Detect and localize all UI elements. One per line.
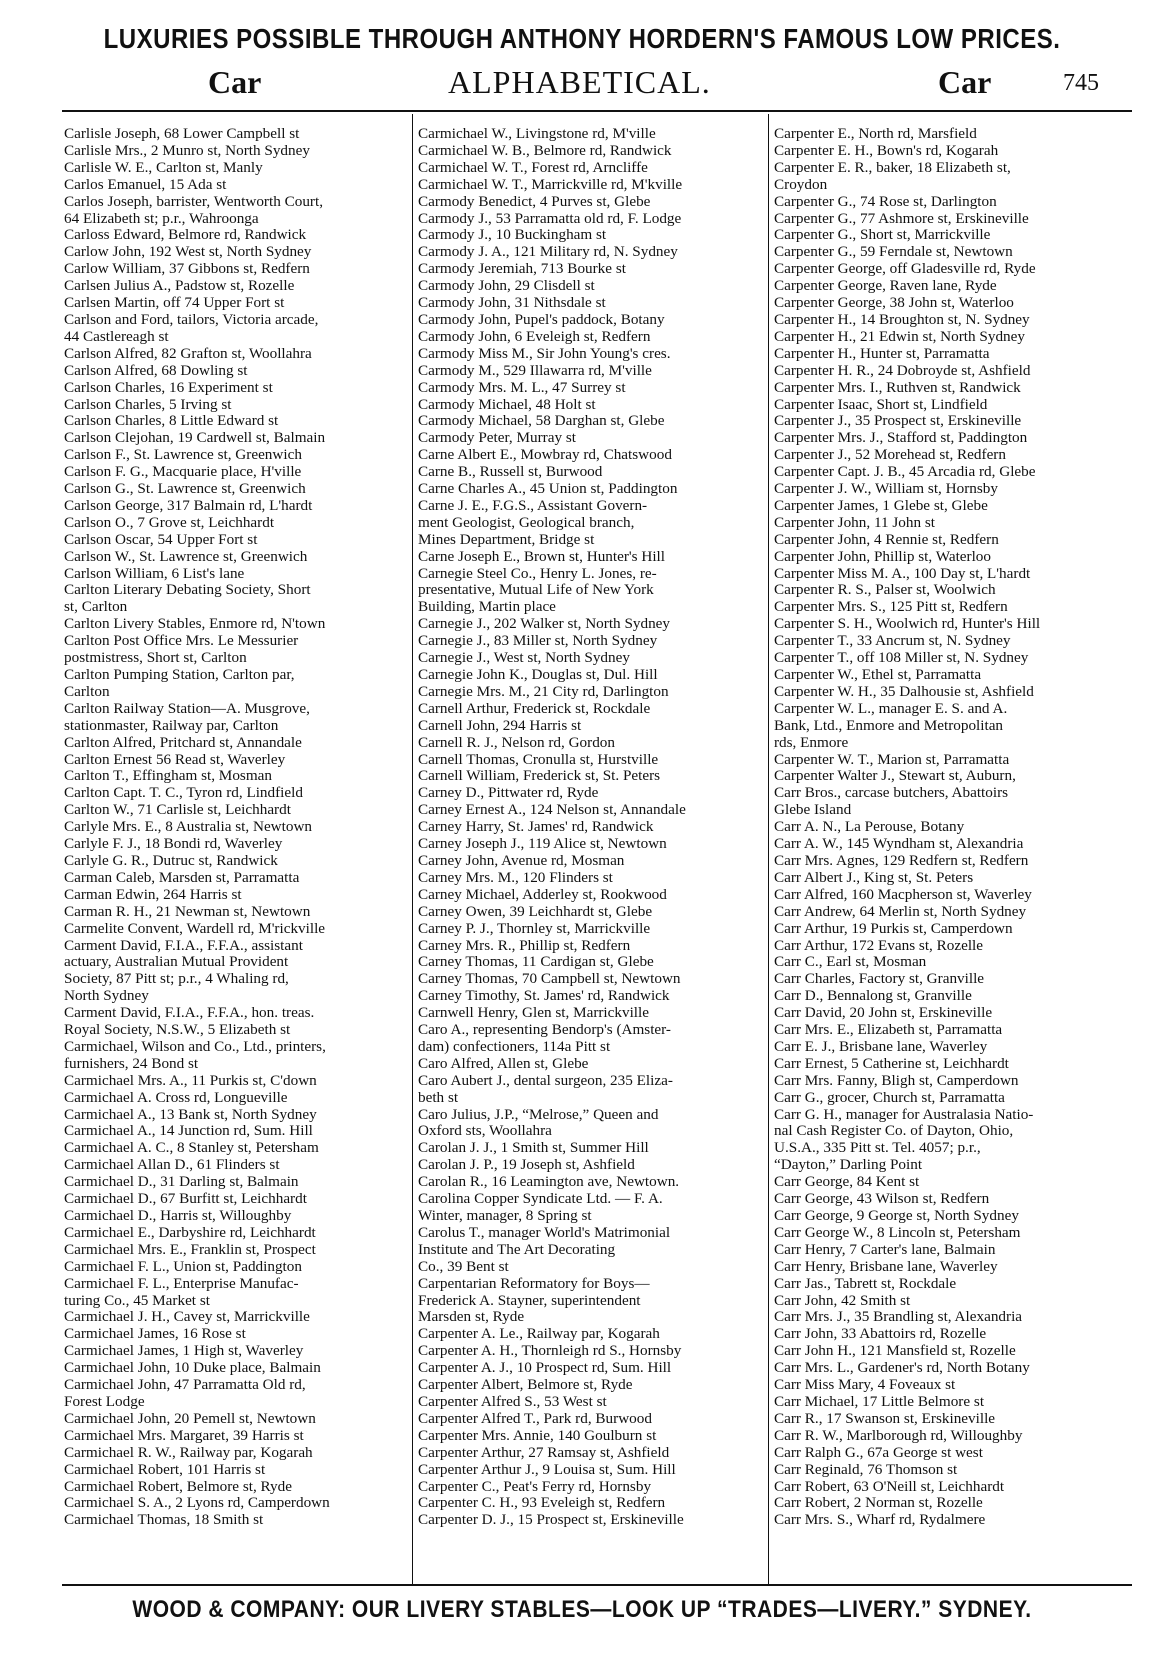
directory-entry: Carpenter E., North rd, Marsfield (774, 126, 977, 142)
directory-entry: Carmichael Mrs. E., Franklin st, Prospect (64, 1241, 316, 1258)
directory-entry: Carr Robert, 2 Norman st, Rozelle (774, 1495, 983, 1512)
directory-entry: Carr Jas., Tabrett st, Rockdale (774, 1275, 957, 1292)
directory-entry: Carpenter George, off Gladesville rd, Ryde (774, 261, 1036, 278)
directory-entry: Carney Harry, St. James' rd, Randwick (418, 819, 654, 836)
directory-entry: Carmody Michael, 58 Darghan st, Glebe (418, 413, 665, 430)
column-divider (412, 114, 413, 1584)
directory-entry: Carlson Alfred, 68 Dowling st (64, 362, 248, 379)
directory-entry: Carman R. H., 21 Newman st, Newtown (64, 903, 311, 920)
directory-entry: Carney Joseph J., 119 Alice st, Newtown (418, 836, 667, 853)
directory-entry: Carmody Benedict, 4 Purves st, Glebe (418, 193, 651, 210)
directory-entry: Carlson William, 6 List's lane (64, 565, 245, 582)
directory-entry: Carr Ralph G., 67a George st west (774, 1444, 983, 1461)
directory-entry: Carnell Arthur, Frederick st, Rockdale (418, 700, 651, 717)
directory-entry: Caro Julius, J.P., “Melrose,” Queen and (418, 1106, 659, 1123)
directory-entry: 44 Castlereagh st (64, 328, 169, 345)
directory-entry: Carne J. E., F.G.S., Assistant Govern- (418, 497, 648, 514)
directory-entry: Carmichael James, 16 Rose st (64, 1326, 246, 1343)
directory-entry: Carpenter W. T., Marion st, Parramatta (774, 751, 1010, 768)
directory-entry: Carr Alfred, 160 Macpherson st, Waverley (774, 886, 1032, 903)
directory-entry: Carr George, 43 Wilson st, Redfern (774, 1191, 990, 1208)
directory-entry: “Dayton,” Darling Point (774, 1157, 923, 1174)
directory-entry: Glebe Island (774, 802, 852, 819)
directory-entry: Carmody Peter, Murray st (418, 430, 576, 447)
directory-entry: Mines Department, Bridge st (418, 531, 595, 548)
directory-entry: Carpenter C., Peat's Ferry rd, Hornsby (418, 1478, 652, 1495)
directory-entry: Carmody Jeremiah, 713 Bourke st (418, 261, 626, 278)
directory-entry: Carolan J. J., 1 Smith st, Summer Hill (418, 1140, 649, 1157)
directory-entry: Caro Aubert J., dental surgeon, 235 Eliza- (418, 1072, 673, 1089)
directory-entry: Carne B., Russell st, Burwood (418, 464, 603, 481)
directory-entry: dam) confectioners, 114a Pitt st (418, 1038, 611, 1055)
directory-entry: Carmichael Mrs. A., 11 Purkis st, C'down (64, 1072, 317, 1089)
directory-entry: Carpenter J., 35 Prospect st, Erskineville (774, 413, 1022, 430)
directory-entry: Carpenter C. H., 93 Eveleigh st, Redfern (418, 1495, 666, 1512)
directory-entry: Carlton T., Effingham st, Mosman (64, 768, 272, 785)
directory-entry: 64 Elizabeth st; p.r., Wahroonga (64, 210, 259, 227)
directory-entry: Carpenter W. L., manager E. S. and A. (774, 700, 1008, 717)
directory-entry: Carolus T., manager World's Matrimonial (418, 1224, 671, 1241)
directory-entry: beth st (418, 1089, 459, 1106)
directory-entry: Carpenter J. W., William st, Hornsby (774, 481, 998, 498)
directory-entry: Carr Arthur, 172 Evans st, Rozelle (774, 937, 984, 954)
directory-entry: Carlton (64, 683, 110, 700)
directory-entry: Carmichael A., 13 Bank st, North Sydney (64, 1106, 317, 1123)
directory-entry: Carlyle G. R., Dutruc st, Randwick (64, 852, 278, 869)
directory-entry: Carman Caleb, Marsden st, Parramatta (64, 869, 300, 886)
directory-entry: Carmody M., 529 Illawarra rd, M'ville (418, 362, 652, 379)
directory-entry: Carlton Railway Station—A. Musgrove, (64, 700, 310, 717)
directory-entry: Carlson O., 7 Grove st, Leichhardt (64, 514, 275, 531)
directory-entry: Carnell Thomas, Cronulla st, Hurstville (418, 751, 659, 768)
directory-entry: Carpenter H., 14 Broughton st, N. Sydney (774, 311, 1030, 328)
directory-entry: Carr C., Earl st, Mosman (774, 954, 927, 971)
directory-entry: Carr R. W., Marlborough rd, Willoughby (774, 1427, 1023, 1444)
directory-entry: Carmody John, 31 Nithsdale st (418, 295, 606, 312)
directory-entry: Carlton Ernest 56 Read st, Waverley (64, 751, 286, 768)
directory-entry: Co., 39 Bent st (418, 1258, 509, 1275)
footer-rule (62, 1584, 1132, 1586)
directory-entry: Carnell John, 294 Harris st (418, 717, 582, 734)
directory-entry: Carr Mrs. J., 35 Brandling st, Alexandria (774, 1309, 1023, 1326)
directory-entry: Carpenter D. J., 15 Prospect st, Erskineville (418, 1512, 684, 1529)
directory-entry: Carnell R. J., Nelson rd, Gordon (418, 734, 615, 751)
directory-entry: North Sydney (64, 988, 149, 1005)
directory-entry: Carlow William, 37 Gibbons st, Redfern (64, 261, 310, 278)
directory-entry: Carr Henry, 7 Carter's lane, Balmain (774, 1241, 996, 1258)
directory-entry: Carlton Post Office Mrs. Le Messurier (64, 633, 299, 650)
page-number: 745 (1063, 70, 1099, 96)
directory-entry: Carpenter H. R., 24 Dobroyde st, Ashfield (774, 362, 1031, 379)
directory-entry: turing Co., 45 Market st (64, 1292, 210, 1309)
directory-entry: Carmody Mrs. M. L., 47 Surrey st (418, 379, 626, 396)
directory-entry: Carmichael John, 47 Parramatta Old rd, (64, 1377, 306, 1394)
directory-entry: ment Geologist, Geological branch, (418, 514, 635, 531)
directory-entry: Carpenter Arthur, 27 Ramsay st, Ashfield (418, 1444, 670, 1461)
directory-entry: Carr D., Bennalong st, Granville (774, 988, 972, 1005)
directory-entry: Carr Henry, Brisbane lane, Waverley (774, 1258, 998, 1275)
directory-entry: Oxford sts, Woollahra (418, 1123, 552, 1140)
directory-entry: Croydon (774, 176, 828, 193)
directory-entry: Carlson and Ford, tailors, Victoria arcade, (64, 311, 319, 328)
header-title: ALPHABETICAL. (448, 64, 711, 100)
directory-entry: Carmody John, Pupel's paddock, Botany (418, 311, 665, 328)
directory-entry: Carr A. N., La Perouse, Botany (774, 819, 965, 836)
directory-entry: Carmichael Mrs. Margaret, 39 Harris st (64, 1427, 304, 1444)
directory-column-1 (64, 126, 410, 1529)
directory-entry: Carnwell Henry, Glen st, Marrickville (418, 1005, 649, 1022)
directory-entry: Carney P. J., Thornley st, Marrickville (418, 920, 651, 937)
directory-entry: Institute and The Art Decorating (418, 1241, 616, 1258)
directory-entry: Carr G., grocer, Church st, Parramatta (774, 1089, 1005, 1106)
directory-entry: Carpenter Mrs. Annie, 140 Goulburn st (418, 1427, 657, 1444)
directory-entry: Marsden st, Ryde (418, 1309, 525, 1326)
directory-entry: Carney D., Pittwater rd, Ryde (418, 785, 599, 802)
directory-entry: Frederick A. Stayner, superintendent (418, 1292, 641, 1309)
directory-entry: Carmichael J. H., Cavey st, Marrickville (64, 1309, 310, 1326)
directory-entry: Carpenter H., 21 Edwin st, North Sydney (774, 328, 1025, 345)
directory-entry: Bank, Ltd., Enmore and Metropolitan (774, 717, 1004, 734)
header-rule (62, 110, 1132, 112)
directory-entry: Carlson Oscar, 54 Upper Fort st (64, 531, 258, 548)
directory-entry: Carpenter Isaac, Short st, Lindfield (774, 396, 988, 413)
directory-entry: Carr George W., 8 Lincoln st, Petersham (774, 1224, 1021, 1241)
directory-entry: Carr Mrs. Fanny, Bligh st, Camperdown (774, 1072, 1019, 1089)
directory-entry: Carpenter Alfred S., 53 West st (418, 1393, 607, 1410)
directory-entry: Carmichael James, 1 High st, Waverley (64, 1343, 304, 1360)
directory-entry: Carmichael D., Harris st, Willoughby (64, 1208, 292, 1224)
directory-entry: Carr Michael, 17 Little Belmore st (774, 1393, 985, 1410)
directory-entry: Carlson G., St. Lawrence st, Greenwich (64, 481, 306, 498)
directory-entry: Carmichael John, 20 Pemell st, Newtown (64, 1410, 316, 1427)
directory-entry: Carlsen Martin, off 74 Upper Fort st (64, 295, 285, 312)
directory-entry: Carment David, F.I.A., F.F.A., hon. treas. (64, 1005, 315, 1022)
directory-entry: Carr Mrs. Agnes, 129 Redfern st, Redfern (774, 852, 1029, 869)
directory-entry: Carmichael S. A., 2 Lyons rd, Camperdown (64, 1495, 330, 1512)
directory-entry: Carr G. H., manager for Australasia Natio- (774, 1106, 1034, 1123)
directory-entry: Carolan R., 16 Leamington ave, Newtown. (418, 1174, 680, 1191)
directory-entry: Carpenter W. H., 35 Dalhousie st, Ashfield (774, 683, 1034, 700)
directory-entry: Carpenter R. S., Palser st, Woolwich (774, 582, 996, 599)
directory-entry: Carlisle Mrs., 2 Munro st, North Sydney (64, 142, 310, 159)
directory-entry: Carmichael Thomas, 18 Smith st (64, 1512, 264, 1529)
directory-entry: Carmichael W. B., Belmore rd, Randwick (418, 142, 672, 159)
directory-entry: Carloss Edward, Belmore rd, Randwick (64, 227, 307, 244)
directory-entry: Carpenter Walter J., Stewart st, Auburn, (774, 768, 1016, 785)
directory-entry: st, Carlton (64, 599, 128, 616)
directory-entry: Carr Mrs. L., Gardener's rd, North Botany (774, 1360, 1030, 1377)
directory-entry: Carmody Michael, 48 Holt st (418, 396, 596, 413)
directory-entry: Carnegie John K., Douglas st, Dul. Hill (418, 667, 658, 683)
directory-entry: Carlton Capt. T. C., Tyron rd, Lindfield (64, 785, 303, 802)
header-right-guide: Car (938, 64, 992, 100)
directory-entry: Carr Charles, Factory st, Granville (774, 971, 985, 988)
directory-entry: Carlton Literary Debating Society, Short (64, 582, 311, 599)
directory-entry: Carne Joseph E., Brown st, Hunter's Hill (418, 548, 665, 565)
directory-entry: Carlson F. G., Macquarie place, H'ville (64, 464, 302, 481)
directory-entry: Carmelite Convent, Wardell rd, M'rickville (64, 920, 326, 937)
directory-entry: Carpenter T., 33 Ancrum st, N. Sydney (774, 633, 1011, 650)
directory-entry: Carnegie J., 83 Miller st, North Sydney (418, 633, 658, 650)
directory-entry: Carmichael D., 67 Burfitt st, Leichhardt (64, 1191, 307, 1208)
directory-entry: nal Cash Register Co. of Dayton, Ohio, (774, 1123, 1014, 1140)
directory-entry: Carr George, 84 Kent st (774, 1174, 920, 1191)
directory-entry: Carr Reginald, 76 Thomson st (774, 1461, 958, 1478)
directory-entry: Carlos Joseph, barrister, Wentworth Court, (64, 193, 323, 210)
directory-entry: Carpentarian Reformatory for Boys— (418, 1275, 650, 1292)
directory-entry: Carpenter John, 4 Rennie st, Redfern (774, 531, 999, 548)
column-divider (768, 114, 769, 1584)
directory-entry: Carpenter S. H., Woolwich rd, Hunter's Hill (774, 616, 1041, 633)
directory-entry: Carmichael, Wilson and Co., Ltd., printers, (64, 1038, 326, 1055)
directory-entry: Carmichael Robert, 101 Harris st (64, 1461, 266, 1478)
directory-column-2 (418, 126, 766, 1529)
directory-entry: Carmichael E., Darbyshire rd, Leichhardt (64, 1224, 316, 1241)
advertising-footer: WOOD & COMPANY: OUR LIVERY STABLES—LOOK UP “TRADES—LIVERY.” SYDNEY. (132, 1596, 1032, 1623)
directory-entry: Carpenter T., off 108 Miller st, N. Sydney (774, 650, 1029, 667)
directory-entry: Carpenter James, 1 Glebe st, Glebe (774, 497, 988, 514)
directory-entry: Carlow John, 192 West st, North Sydney (64, 244, 312, 261)
page-header (118, 62, 1118, 104)
directory-entry: Carlsen Julius A., Padstow st, Rozelle (64, 278, 295, 295)
directory-entry: Carmody J. A., 121 Military rd, N. Sydney (418, 244, 678, 261)
directory-entry: Carpenter Capt. J. B., 45 Arcadia rd, Glebe (774, 464, 1036, 481)
directory-entry: Carlton W., 71 Carlisle st, Leichhardt (64, 802, 291, 819)
directory-entry: Winter, manager, 8 Spring st (418, 1208, 592, 1224)
directory-entry: Carney Thomas, 70 Campbell st, Newtown (418, 971, 681, 988)
directory-entry: Carmichael Allan D., 61 Flinders st (64, 1157, 280, 1174)
directory-entry: Carpenter W., Ethel st, Parramatta (774, 667, 982, 683)
directory-entry: Carlson Charles, 5 Irving st (64, 396, 232, 413)
directory-entry: Carlson W., St. Lawrence st, Greenwich (64, 548, 308, 565)
directory-entry: Caro A., representing Bendorp's (Amster- (418, 1022, 671, 1039)
directory-entry: Carney Michael, Adderley st, Rookwood (418, 886, 667, 903)
directory-entry: Carlton Alfred, Pritchard st, Annandale (64, 734, 302, 751)
directory-entry: Carlyle Mrs. E., 8 Australia st, Newtown (64, 819, 313, 836)
directory-entry: Carlson Clejohan, 19 Cardwell st, Balmain (64, 430, 326, 447)
directory-entry: Carnegie Mrs. M., 21 City rd, Darlington (418, 683, 669, 700)
directory-entry: Carmichael A., 14 Junction rd, Sum. Hill (64, 1123, 313, 1140)
directory-entry: Carney Mrs. R., Phillip st, Redfern (418, 937, 631, 954)
directory-entry: Carmichael W. T., Forest rd, Arncliffe (418, 159, 648, 176)
directory-entry: Carmichael John, 10 Duke place, Balmain (64, 1360, 321, 1377)
directory-entry: Carpenter G., Short st, Marrickville (774, 227, 991, 244)
directory-entry: Carr Andrew, 64 Merlin st, North Sydney (774, 903, 1027, 920)
directory-entry: Society, 87 Pitt st; p.r., 4 Whaling rd, (64, 971, 289, 988)
directory-entry: Carlisle Joseph, 68 Lower Campbell st (64, 126, 300, 142)
directory-entry: Carne Albert E., Mowbray rd, Chatswood (418, 447, 672, 464)
directory-entry: postmistress, Short st, Carlton (64, 650, 247, 667)
directory-entry: Caro Alfred, Allen st, Glebe (418, 1055, 589, 1072)
directory-entry: Carmichael A. C., 8 Stanley st, Petersham (64, 1140, 319, 1157)
directory-entry: Carpenter John, 11 John st (774, 514, 935, 531)
directory-entry: Carlyle F. J., 18 Bondi rd, Waverley (64, 836, 283, 853)
directory-entry: Carr Arthur, 19 Purkis st, Camperdown (774, 920, 1013, 937)
directory-entry: Carpenter George, 38 John st, Waterloo (774, 295, 1014, 312)
directory-entry: Carnegie Steel Co., Henry L. Jones, re- (418, 565, 657, 582)
directory-entry: Carlton Livery Stables, Enmore rd, N'town (64, 616, 326, 633)
directory-entry: Carmichael F. L., Enterprise Manufac- (64, 1275, 299, 1292)
directory-entry: Carman Edwin, 264 Harris st (64, 886, 242, 903)
directory-entry: Carpenter Mrs. J., Stafford st, Paddington (774, 430, 1028, 447)
directory-entry: Carpenter G., 74 Rose st, Darlington (774, 193, 997, 210)
directory-entry: Carmichael Robert, Belmore st, Ryde (64, 1478, 292, 1495)
directory-entry: Carpenter Arthur J., 9 Louisa st, Sum. Hill (418, 1461, 676, 1478)
directory-entry: Carr Mrs. S., Wharf rd, Rydalmere (774, 1512, 986, 1529)
directory-entry: Carney Timothy, St. James' rd, Randwick (418, 988, 670, 1005)
directory-entry: Carmichael R. W., Railway par, Kogarah (64, 1444, 313, 1461)
directory-entry: Carpenter A. J., 10 Prospect rd, Sum. Hill (418, 1360, 672, 1377)
directory-entry: U.S.A., 335 Pitt st. Tel. 4057; p.r., (774, 1140, 981, 1157)
directory-entry: Carr John H., 121 Mansfield st, Rozelle (774, 1343, 1016, 1360)
directory-entry: Carr Albert J., King st, St. Peters (774, 869, 974, 886)
directory-entry: Carr Miss Mary, 4 Foveaux st (774, 1377, 956, 1394)
directory-entry: furnishers, 24 Bond st (64, 1055, 199, 1072)
directory-entry: Carolan J. P., 19 Joseph st, Ashfield (418, 1157, 635, 1174)
directory-entry: Carpenter Alfred T., Park rd, Burwood (418, 1410, 652, 1427)
directory-entry: Carlson Charles, 16 Experiment st (64, 379, 273, 396)
directory-entry: Carney John, Avenue rd, Mosman (418, 852, 625, 869)
directory-entry: Carr R., 17 Swanson st, Erskineville (774, 1410, 996, 1427)
directory-entry: stationmaster, Railway par, Carlton (64, 717, 279, 734)
directory-entry: Carpenter E. H., Bown's rd, Kogarah (774, 142, 999, 159)
directory-entry: Carne Charles A., 45 Union st, Paddington (418, 481, 678, 498)
directory-entry: Carr Robert, 63 O'Neill st, Leichhardt (774, 1478, 1005, 1495)
directory-entry: Carmichael D., 31 Darling st, Balmain (64, 1174, 299, 1191)
directory-entry: Carlson F., St. Lawrence st, Greenwich (64, 447, 302, 464)
directory-entry: Carlson Charles, 8 Little Edward st (64, 413, 279, 430)
directory-entry: Carolina Copper Syndicate Ltd. — F. A. (418, 1191, 663, 1208)
directory-entry: Carmody J., 53 Parramatta old rd, F. Lodge (418, 210, 682, 227)
directory-entry: presentative, Mutual Life of New York (418, 582, 654, 599)
directory-entry: Carnell William, Frederick st, St. Peters (418, 768, 661, 785)
directory-entry: Carr David, 20 John st, Erskineville (774, 1005, 993, 1022)
directory-entry: Carmody J., 10 Buckingham st (418, 227, 607, 244)
directory-entry: Carlson George, 317 Balmain rd, L'hardt (64, 497, 313, 514)
directory-entry: Carmichael W. T., Marrickville rd, M'kville (418, 176, 683, 193)
directory-entry: Carpenter Mrs. I., Ruthven st, Randwick (774, 379, 1021, 396)
directory-entry: Forest Lodge (64, 1393, 145, 1410)
directory-entry: Carmody John, 6 Eveleigh st, Redfern (418, 328, 651, 345)
directory-entry: Carlton Pumping Station, Carlton par, (64, 667, 295, 683)
directory-entry: Carr Mrs. E., Elizabeth st, Parramatta (774, 1022, 1003, 1039)
directory-entry: Carr Bros., carcase butchers, Abattoirs (774, 785, 1009, 802)
directory-column-3 (774, 126, 1124, 1529)
directory-entry: Carpenter A. Le., Railway par, Kogarah (418, 1326, 660, 1343)
directory-entry: Carr Ernest, 5 Catherine st, Leichhardt (774, 1055, 1009, 1072)
directory-entry: Carpenter A. H., Thornleigh rd S., Hornsby (418, 1343, 682, 1360)
directory-entry: Carlos Emanuel, 15 Ada st (64, 176, 227, 193)
directory-entry: Carpenter G., 77 Ashmore st, Erskineville (774, 210, 1029, 227)
advertising-banner: LUXURIES POSSIBLE THROUGH ANTHONY HORDERN'S FAMOUS LOW PRICES. (103, 23, 1061, 55)
directory-entry: Carpenter E. R., baker, 18 Elizabeth st, (774, 159, 1011, 176)
directory-entry: Carr George, 9 George st, North Sydney (774, 1208, 1019, 1224)
directory-entry: Carney Ernest A., 124 Nelson st, Annandale (418, 802, 686, 819)
directory-entry: Carpenter H., Hunter st, Parramatta (774, 345, 990, 362)
directory-entry: Carney Mrs. M., 120 Flinders st (418, 869, 613, 886)
directory-entry: Carpenter Albert, Belmore st, Ryde (418, 1377, 633, 1394)
directory-entry: Carpenter G., 59 Ferndale st, Newtown (774, 244, 1013, 261)
directory-entry: Carpenter George, Raven lane, Ryde (774, 278, 997, 295)
directory-entry: actuary, Australian Mutual Provident (64, 954, 289, 971)
header-left-guide: Car (208, 64, 262, 100)
directory-entry: Carr John, 42 Smith st (774, 1292, 911, 1309)
directory-entry: Carpenter John, Phillip st, Waterloo (774, 548, 991, 565)
directory-entry: Carlisle W. E., Carlton st, Manly (64, 159, 263, 176)
directory-entry: Carmichael W., Livingstone rd, M'ville (418, 126, 656, 142)
directory-entry: rds, Enmore (774, 734, 849, 751)
directory-entry: Carney Owen, 39 Leichhardt st, Glebe (418, 903, 653, 920)
directory-entry: Carmichael A. Cross rd, Longueville (64, 1089, 288, 1106)
directory-entry: Carment David, F.I.A., F.F.A., assistant (64, 937, 303, 954)
directory-entry: Building, Martin place (418, 599, 556, 616)
directory-entry: Carpenter Miss M. A., 100 Day st, L'hardt (774, 565, 1031, 582)
directory-entry: Carnegie J., 202 Walker st, North Sydney (418, 616, 671, 633)
directory-entry: Carr E. J., Brisbane lane, Waverley (774, 1038, 988, 1055)
directory-entry: Carnegie J., West st, North Sydney (418, 650, 630, 667)
directory-entry: Carmody Miss M., Sir John Young's cres. (418, 345, 671, 362)
directory-entry: Carpenter J., 52 Morehead st, Redfern (774, 447, 1006, 464)
directory-entry: Carmichael F. L., Union st, Paddington (64, 1258, 302, 1275)
directory-entry: Carmody John, 29 Clisdell st (418, 278, 595, 295)
directory-entry: Carpenter Mrs. S., 125 Pitt st, Redfern (774, 599, 1008, 616)
directory-entry: Royal Society, N.S.W., 5 Elizabeth st (64, 1022, 291, 1039)
directory-entry: Carr A. W., 145 Wyndham st, Alexandria (774, 836, 1024, 853)
directory-entry: Carr John, 33 Abattoirs rd, Rozelle (774, 1326, 987, 1343)
directory-entry: Carlson Alfred, 82 Grafton st, Woollahra (64, 345, 312, 362)
directory-entry: Carney Thomas, 11 Cardigan st, Glebe (418, 954, 654, 971)
